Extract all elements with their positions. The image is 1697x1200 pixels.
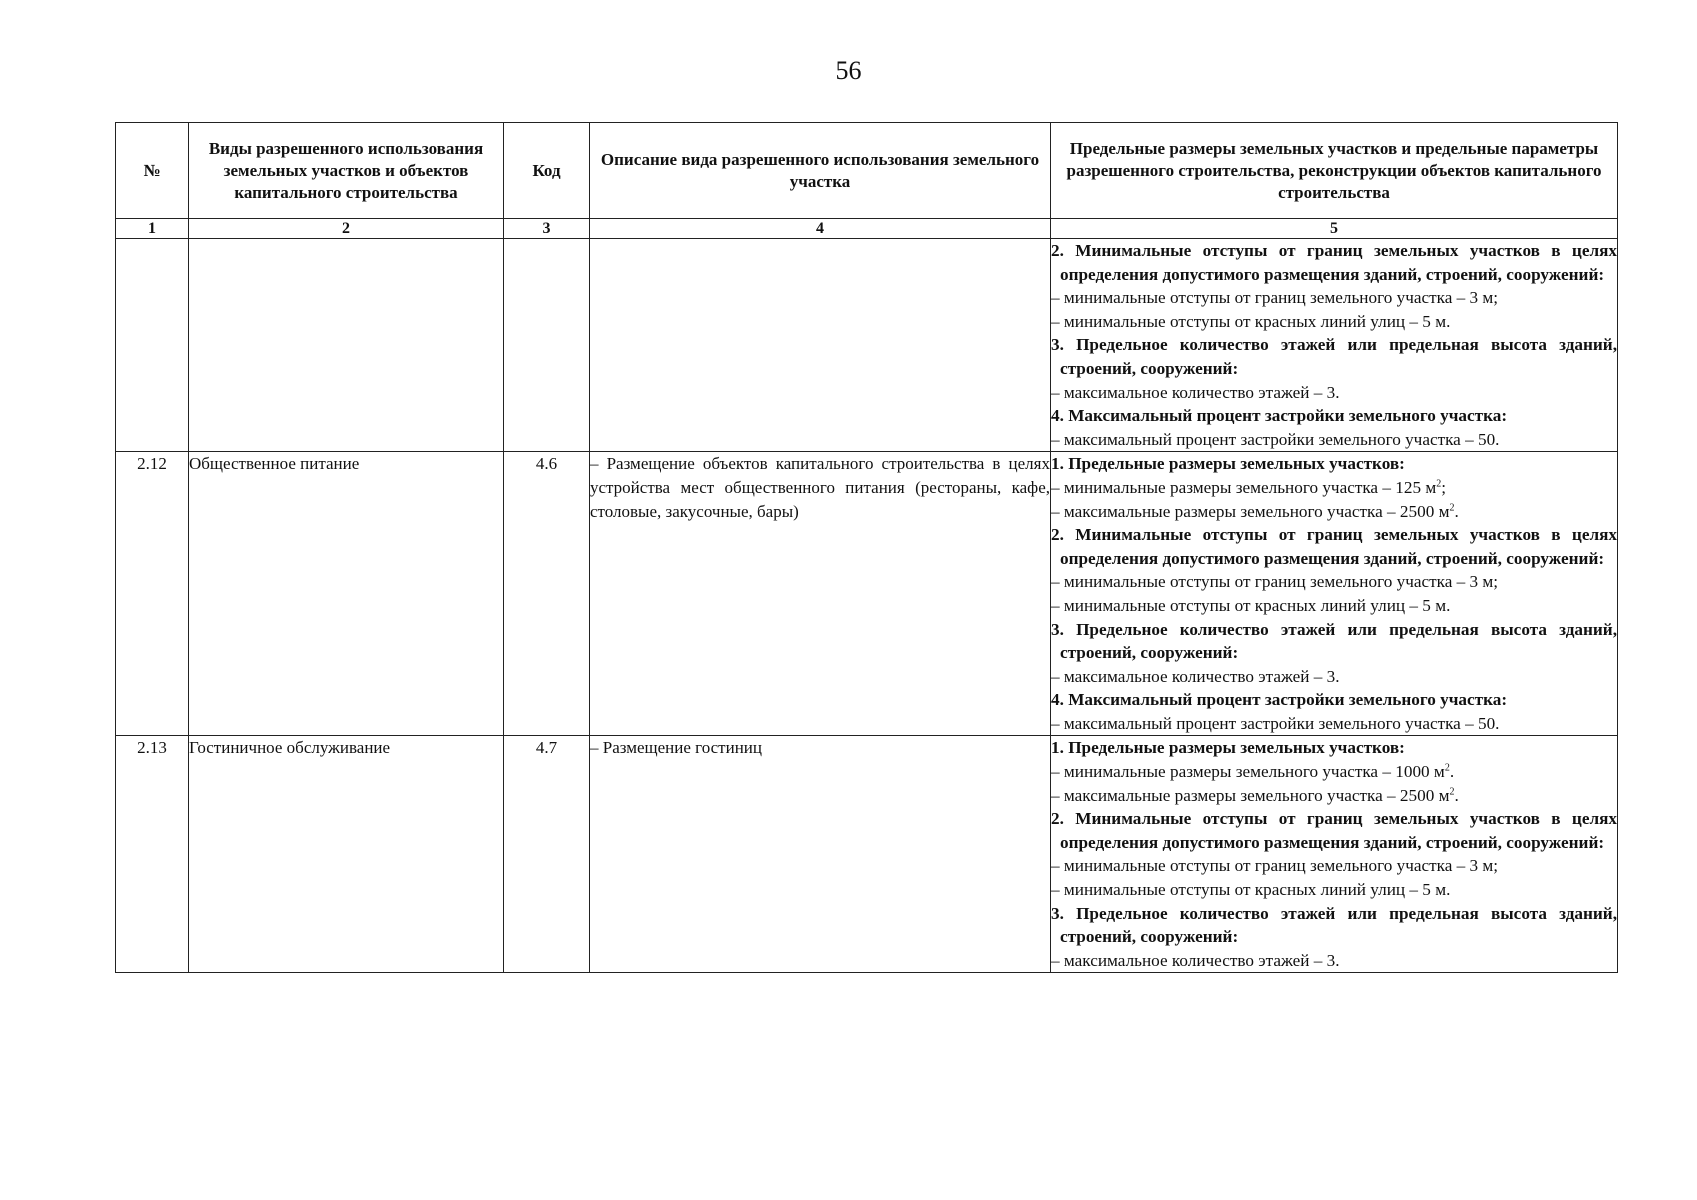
header-description: Описание вида разрешенного использования земельного участка xyxy=(590,123,1051,219)
param-item: – максимальный процент застройки земельного участка – 50. xyxy=(1051,713,1500,733)
param-heading: 4. Максимальный процент застройки земельного участка: xyxy=(1051,690,1508,710)
row-code xyxy=(504,239,590,452)
param-item: – максимальное количество этажей – 3. xyxy=(1051,950,1340,970)
param-heading: 2. Минимальные отступы от границ земельных участков в целях определения допустимого размещения зданий, строений, сооружений: xyxy=(1051,525,1617,568)
param-text: – минимальные размеры земельного участка – 1000 м xyxy=(1051,762,1445,782)
superscript: 2 xyxy=(1444,762,1450,774)
param-item: – минимальные отступы от красных линий улиц – 5 м. xyxy=(1051,311,1451,331)
param-item: – максимальное количество этажей – 3. xyxy=(1051,382,1340,402)
param-item: – минимальные отступы от красных линий улиц – 5 м. xyxy=(1051,880,1451,900)
superscript: 2 xyxy=(1436,478,1442,490)
header-number: № xyxy=(116,123,189,219)
row-parameters xyxy=(1051,239,1618,452)
header-code: Код xyxy=(504,123,590,219)
param-text-end: . xyxy=(1454,785,1459,805)
param-text-end: ; xyxy=(1441,477,1446,497)
row-parameters xyxy=(1051,452,1618,736)
param-item xyxy=(1051,760,1617,784)
column-number: 3 xyxy=(504,219,590,239)
superscript: 2 xyxy=(1449,785,1455,797)
column-number-row xyxy=(116,219,1618,239)
page-number: 56 xyxy=(835,56,862,85)
param-item: – минимальные отступы от границ земельного участка – 3 м; xyxy=(1051,572,1499,592)
row-use-type: Общественное питание xyxy=(189,452,504,736)
row-description: – Размещение объектов капитального строительства в целях устройства мест общественного питания (рестораны, кафе, столовые, закусочные, бары) xyxy=(590,452,1051,736)
row-number xyxy=(116,239,189,452)
param-heading: 3. Предельное количество этажей или предельная высота зданий, строений, сооружений: xyxy=(1051,903,1617,947)
param-text: – максимальные размеры земельного участка – 2500 м xyxy=(1051,785,1450,805)
header-use-type: Виды разрешенного использования земельных участков и объектов капитального строительства xyxy=(189,123,504,219)
column-number: 2 xyxy=(189,219,504,239)
param-text-end: . xyxy=(1454,501,1459,521)
param-heading: 2. Минимальные отступы от границ земельных участков в целях определения допустимого размещения зданий, строений, сооружений: xyxy=(1051,241,1617,284)
param-item: – минимальные отступы от границ земельного участка – 3 м; xyxy=(1051,288,1499,308)
column-number: 5 xyxy=(1051,219,1618,239)
row-description: – Размещение гостиниц xyxy=(590,736,1051,973)
param-item: – максимальное количество этажей – 3. xyxy=(1051,666,1340,686)
row-parameters xyxy=(1051,736,1618,973)
row-use-type xyxy=(189,239,504,452)
row-description xyxy=(590,239,1051,452)
param-item: – минимальные отступы от красных линий улиц – 5 м. xyxy=(1051,595,1451,615)
param-text: – минимальные размеры земельного участка – 125 м xyxy=(1051,477,1437,497)
table-row xyxy=(116,736,1618,973)
superscript: 2 xyxy=(1449,501,1455,513)
param-heading: 3. Предельное количество этажей или предельная высота зданий, строений, сооружений: xyxy=(1051,335,1617,378)
param-item xyxy=(1051,500,1617,524)
param-heading: 2. Минимальные отступы от границ земельных участков в целях определения допустимого размещения зданий, строений, сооружений: xyxy=(1051,809,1617,852)
column-number: 1 xyxy=(116,219,189,239)
row-number: 2.13 xyxy=(116,736,189,973)
row-code: 4.6 xyxy=(504,452,590,736)
param-item xyxy=(1051,476,1617,500)
param-heading: 1. Предельные размеры земельных участков: xyxy=(1051,738,1405,758)
row-number: 2.12 xyxy=(116,452,189,736)
param-text: – максимальные размеры земельного участка – 2500 м xyxy=(1051,501,1450,521)
row-code: 4.7 xyxy=(504,736,590,973)
param-text-end: . xyxy=(1449,762,1455,782)
table-row xyxy=(116,239,1618,452)
table-row xyxy=(116,452,1618,736)
param-heading: 4. Максимальный процент застройки земельного участка: xyxy=(1051,406,1508,426)
param-item xyxy=(1051,784,1617,808)
param-item: – минимальные отступы от границ земельного участка – 3 м; xyxy=(1051,856,1499,876)
table-header-row xyxy=(116,123,1618,219)
land-use-table xyxy=(115,122,1618,973)
column-number: 4 xyxy=(590,219,1051,239)
header-parameters: Предельные размеры земельных участков и предельные параметры разрешенного строительства, реконструкции объектов капитального строительства xyxy=(1051,123,1618,219)
row-use-type: Гостиничное обслуживание xyxy=(189,736,504,973)
param-heading: 1. Предельные размеры земельных участков: xyxy=(1051,454,1405,474)
param-item: – максимальный процент застройки земельного участка – 50. xyxy=(1051,429,1500,449)
param-heading: 3. Предельное количество этажей или предельная высота зданий, строений, сооружений: xyxy=(1051,619,1617,663)
